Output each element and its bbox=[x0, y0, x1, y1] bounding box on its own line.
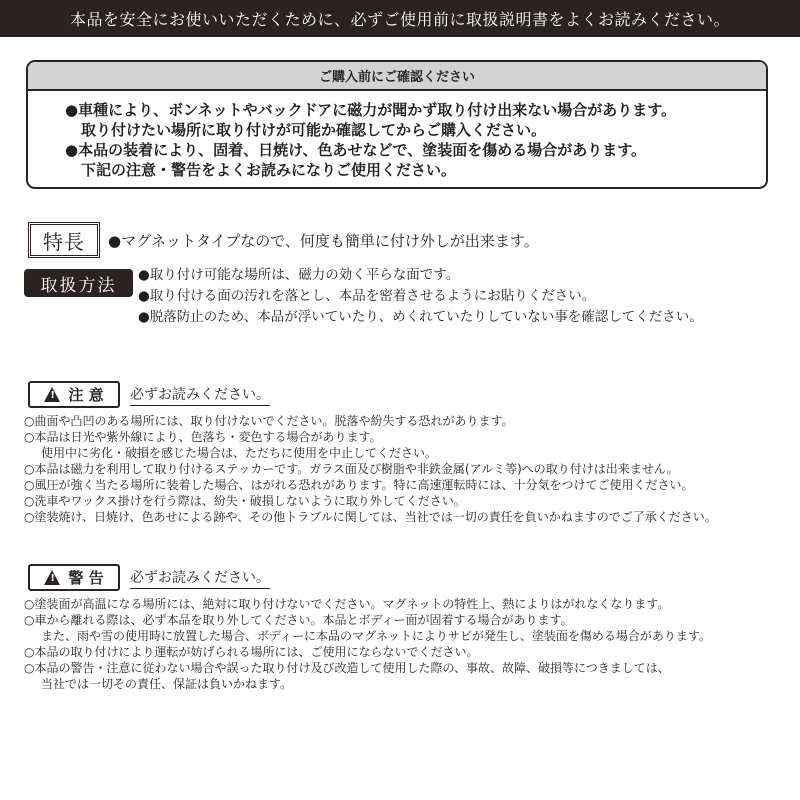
warning-line: 当社では一切その責任、保証は負いかねます。 bbox=[41, 677, 293, 691]
caution-label: 注 意 bbox=[68, 386, 104, 404]
caution-must-read: 必ずお読みください。 bbox=[130, 384, 270, 406]
caution-list bbox=[24, 413, 717, 525]
confirm-body bbox=[28, 91, 766, 180]
confirm-box bbox=[26, 60, 768, 189]
warning-label: 警 告 bbox=[68, 569, 104, 587]
feature-text: ●マグネットタイプなので、何度も簡単に付け外しが出来ます。 bbox=[108, 231, 539, 250]
confirm-line: 下記の注意・警告をよくお読みになりご使用ください。 bbox=[81, 161, 457, 179]
warning-badge bbox=[28, 564, 120, 591]
confirm-header bbox=[28, 62, 766, 91]
top-banner bbox=[0, 0, 800, 37]
handling-label: 取扱方法 bbox=[24, 269, 133, 297]
feature-label: 特長 bbox=[28, 222, 100, 258]
handling-item: ●取り付ける面の汚れを落とし、本品を密着させるようにお貼りください。 bbox=[138, 288, 596, 304]
warning-must-read: 必ずお読みください。 bbox=[130, 567, 270, 589]
warning-triangle-icon: ! bbox=[44, 387, 60, 402]
warning-line: また、雨や雪の使用時に放置した場合、ボディーに本品のマグネットによりサビが発生し、塗装面を傷める場合があります。 bbox=[41, 629, 711, 643]
handling-list bbox=[138, 265, 703, 328]
caution-line: ○洗車やワックス掛けを行う際は、紛失・破損しないように取り外してください。 bbox=[24, 494, 466, 508]
caution-line: ○本品は日光や紫外線により、色落ち・変色する場合があります。 bbox=[24, 430, 382, 444]
caution-line: ○風圧が強く当たる場所に装着した場合、はがれる恐れがあります。特に高速運転時には、十分気をつけてご使用ください。 bbox=[24, 478, 694, 492]
caution-line: ○本品は磁力を利用して取り付けるステッカーです。ガラス面及び樹脂や非鉄金属(アルミ等)への取り付けは出来ません。 bbox=[24, 462, 679, 476]
caution-line: 使用中に劣化・破損を感じた場合は、ただちに使用を中止してください。 bbox=[41, 446, 438, 460]
warning-line: ○本品の取り付けにより運転が妨げられる場所には、ご使用にならないでください。 bbox=[24, 645, 479, 659]
caution-badge bbox=[28, 381, 120, 408]
confirm-line: ●本品の装着により、固着、日焼け、色あせなどで、塗装面を傷める場合があります。 bbox=[65, 141, 646, 159]
warning-line: ○車から離れる際は、必ず本品を取り外してください。本品とボディー面が固着する場合があります。 bbox=[24, 613, 573, 627]
caution-header bbox=[28, 381, 270, 408]
confirm-line: ●車種により、ボンネットやバックドアに磁力が聞かず取り付け出来ない場合があります。 bbox=[65, 101, 676, 119]
confirm-line: 取り付けたい場所に取り付けが可能か確認してからご購入ください。 bbox=[81, 121, 547, 139]
handling-item: ●取り付け可能な場所は、磁力の効く平らな面です。 bbox=[138, 267, 460, 283]
warning-line: ○塗装面が高温になる場所には、絶対に取り付けないでください。マグネットの特性上、熱によりはがれなくなります。 bbox=[24, 597, 670, 611]
warning-header bbox=[28, 564, 270, 591]
confirm-title: ご購入前にご確認ください bbox=[318, 70, 475, 85]
top-banner-text: 本品を安全にお使いいただくために、必ずご使用前に取扱説明書をよくお読みください。 bbox=[69, 10, 730, 29]
warning-list bbox=[24, 596, 711, 692]
handling-item: ●脱落防止のため、本品が浮いていたり、めくれていたりしていない事を確認してください。 bbox=[138, 309, 703, 325]
feature-row bbox=[28, 222, 539, 258]
caution-line: ○曲面や凸凹のある場所には、取り付けないでください。脱落や紛失する恐れがあります。 bbox=[24, 414, 514, 428]
warning-triangle-icon: ! bbox=[44, 570, 60, 585]
caution-line: ○塗装焼け、日焼け、色あせによる跡や、その他トラブルに関しては、当社では一切の責任を負いかねますのでご了承ください。 bbox=[24, 510, 717, 524]
warning-line: ○本品の警告・注意に従わない場合や誤った取り付け及び改造して使用した際の、事故、故障、破損等につきましては、 bbox=[24, 661, 670, 675]
